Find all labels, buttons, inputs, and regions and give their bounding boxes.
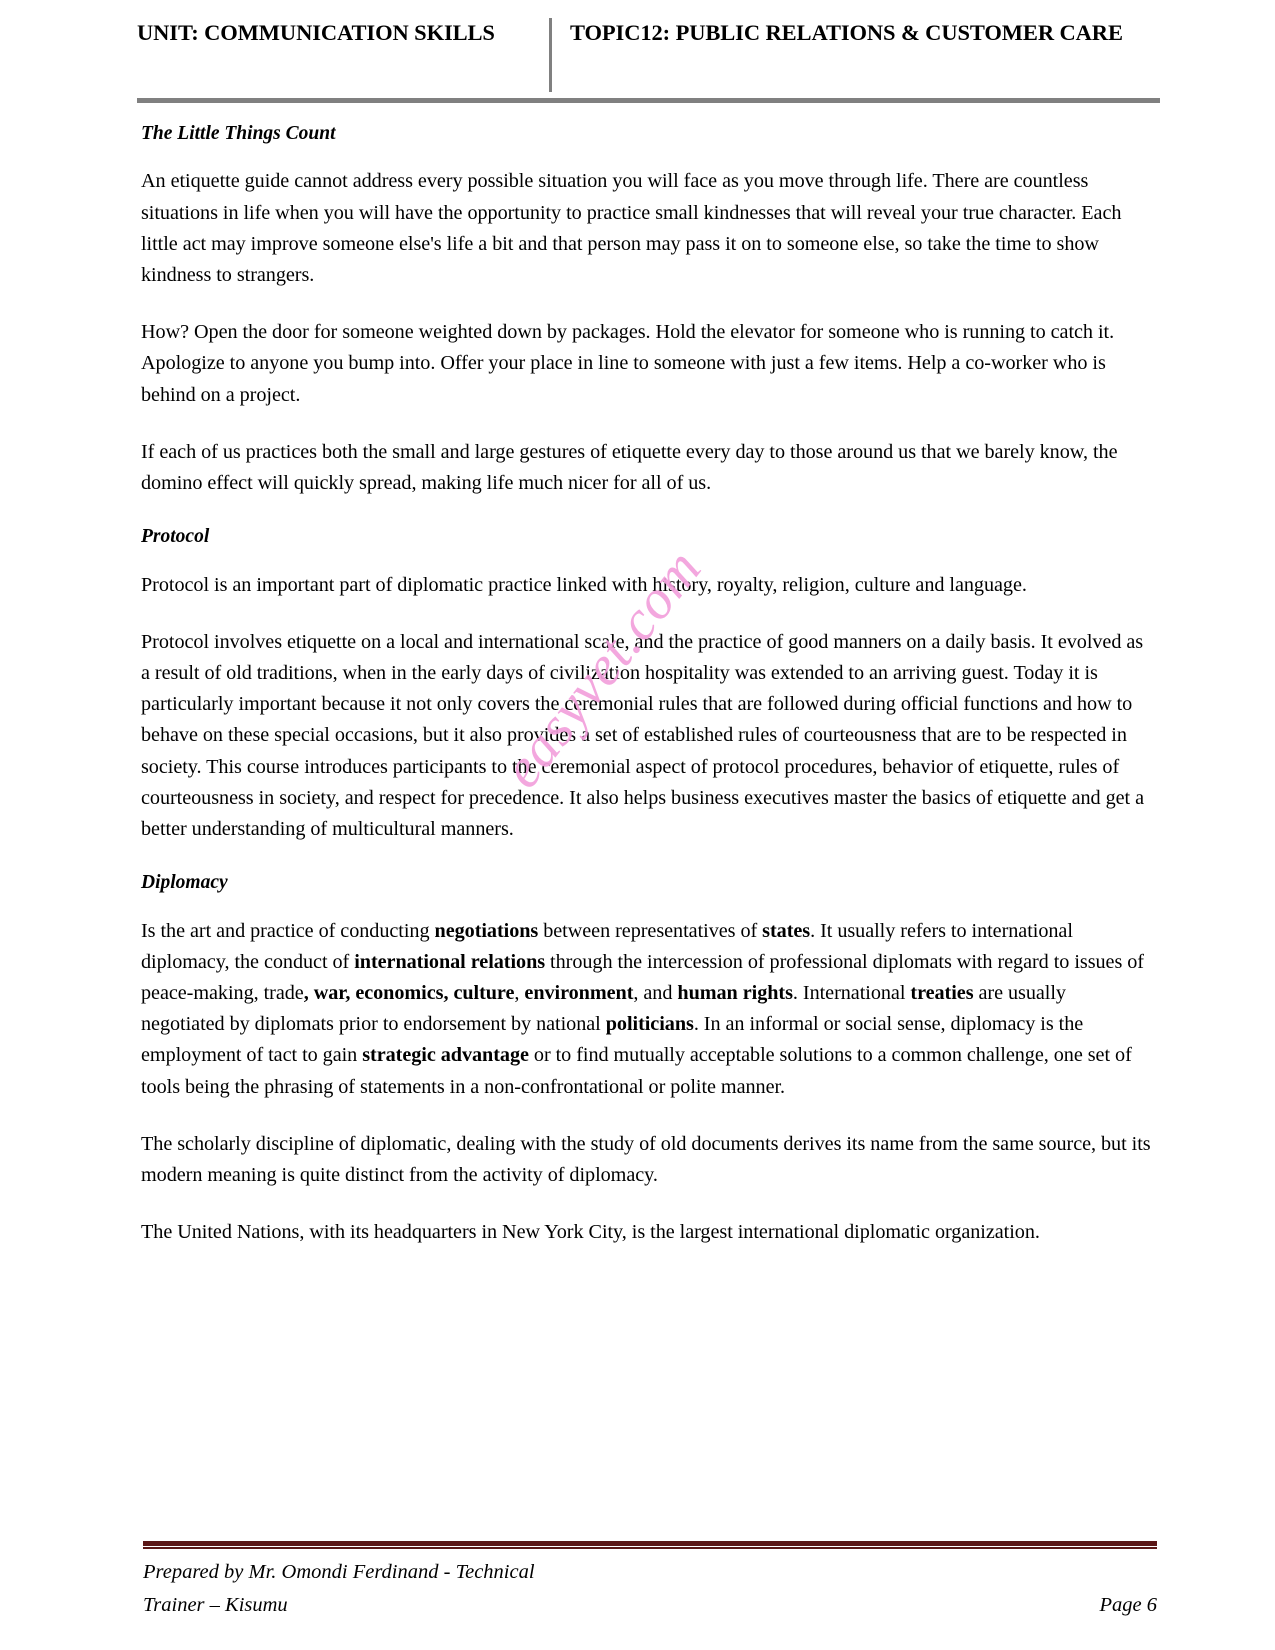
footer-page-number: Page 6 <box>1099 1594 1157 1617</box>
page-footer <box>143 1556 1157 1622</box>
heading-protocol: Protocol <box>141 526 210 548</box>
header-divider <box>549 18 552 92</box>
footer-row-1 <box>143 1556 1157 1589</box>
footer-row-2 <box>143 1589 1157 1622</box>
footer-top-rule <box>143 1541 1157 1549</box>
footer-rule-thin <box>143 1547 1157 1549</box>
document-body <box>141 122 1152 1274</box>
header-unit-title: UNIT: COMMUNICATION SKILLS <box>137 20 495 45</box>
heading-the-little-things-count: The Little Things Count <box>141 123 336 144</box>
header-bottom-rule <box>137 98 1160 103</box>
header-topic-title: TOPIC12: PUBLIC RELATIONS & CUSTOMER CARE <box>570 20 1123 45</box>
heading-diplomacy: Diplomacy <box>141 872 228 894</box>
paragraph-diplomacy-3: The United Nations, with its headquarters in New York City, is the largest international diplomatic organization. <box>141 1221 1040 1244</box>
paragraph-diplomacy-2: The scholarly discipline of diplomatic, dealing with the study of old documents derives its name from the same source, but its modern meaning is quite distinct from the activity of diplomacy. <box>141 1132 1151 1187</box>
paragraph-little-things-1: An etiquette guide cannot address every possible situation you will face as you move through life. There are countless situations in life when you will have the opportunity to practice small kindnesses that will reveal your true character. Each little act may improve someone else's life a bit and that person may pass it on to someone else, so take the time to show kindness to strangers. <box>141 170 1122 286</box>
paragraph-little-things-2: How? Open the door for someone weighted down by packages. Hold the elevator for someone who is running to catch it. Apologize to anyone you bump into. Offer your place in line to someone with just a few items. Help a co-worker who is behind on a project. <box>141 321 1115 406</box>
footer-prepared-by-line1: Prepared by Mr. Omondi Ferdinand - Technical <box>143 1561 535 1583</box>
footer-prepared-by-line2: Trainer – Kisumu <box>143 1594 288 1617</box>
paragraph-protocol-2: Protocol involves etiquette on a local and international scale, and the practice of good manners on a daily basis. It evolved as a result of old traditions, when in the early days of civilization hospitality was extended to an arriving guest. Today it is particularly important because it not only covers the ceremonial rules that are followed during official functions and how to behave on these special occasions, but it also provides a set of established rules of courteousness that are to be respected in society. This course introduces participants to the ceremonial aspect of protocol procedures, behavior of etiquette, rules of courteousness in society, and respect for precedence. It also helps business executives master the basics of etiquette and get a better understanding of multicultural manners. <box>141 630 1144 841</box>
footer-rule-thick <box>143 1541 1157 1546</box>
paragraph-protocol-1: Protocol is an important part of diplomatic practice linked with history, royalty, religion, culture and language. <box>141 573 1027 596</box>
watermark-text: easyvet.com <box>490 537 714 800</box>
page-header <box>137 18 1160 92</box>
paragraph-diplomacy-1: Is the art and practice of conducting negotiations between representatives of states. It usually refers to international diplomacy, the conduct of international relations through the intercession of professional diplomats with regard to issues of peace-making, trade, war, economics, culture, environment, and human rights. International treaties are usually negotiated by diplomats prior to endorsement by national politicians. In an informal or social sense, diplomacy is the employment of tact to gain strategic advantage or to find mutually acceptable solutions to a common challenge, one set of tools being the phrasing of statements in a non-confrontational or polite manner. <box>141 919 1144 1098</box>
paragraph-little-things-3: If each of us practices both the small and large gestures of etiquette every day to those around us that we barely know, the domino effect will quickly spread, making life much nicer for all of us. <box>141 440 1118 495</box>
